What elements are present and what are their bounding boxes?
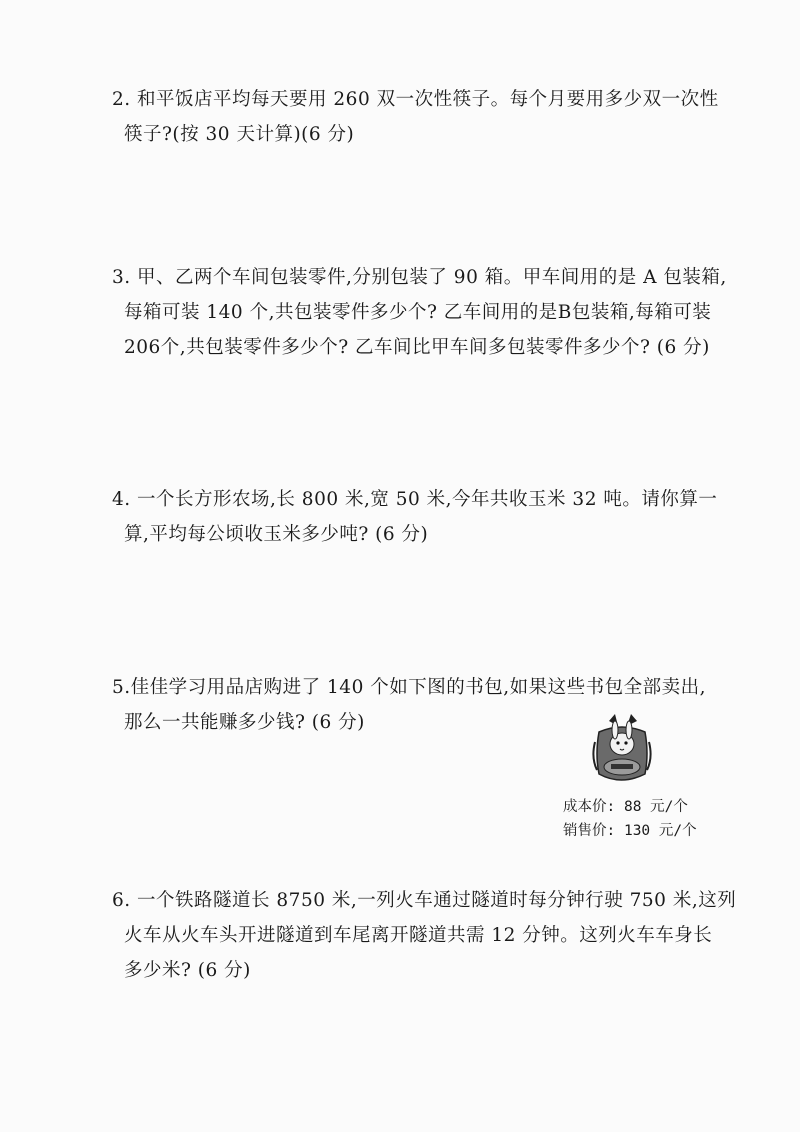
problem-4-line-2: 算,平均每公顷收玉米多少吨? (6 分) bbox=[124, 524, 429, 545]
problem-5-line-1: 5.佳佳学习用品店购进了 140 个如下图的书包,如果这些书包全部卖出, bbox=[112, 677, 706, 698]
cost-price: 成本价: 88 元/个 bbox=[563, 799, 688, 815]
price-info bbox=[563, 795, 697, 843]
problem-4-line-1: 4. 一个长方形农场,长 800 米,宽 50 米,今年共收玉米 32 吨。请你算一 bbox=[112, 489, 718, 510]
problem-6-line-2: 火车从火车头开进隧道到车尾离开隧道共需 12 分钟。这列火车车身长 bbox=[124, 925, 713, 946]
rabbit-schoolbag-icon bbox=[591, 712, 653, 788]
problem-4 bbox=[112, 482, 724, 552]
problem-3-line-2: 每箱可装 140 个,共包装零件多少个? 乙车间用的是B包装箱,每箱可装 bbox=[124, 302, 712, 323]
problem-3-line-3: 206个,共包装零件多少个? 乙车间比甲车间多包装零件多少个? (6 分) bbox=[124, 337, 710, 358]
problem-3-line-1: 3. 甲、乙两个车间包装零件,分别包装了 90 箱。甲车间用的是 A 包装箱, bbox=[112, 267, 727, 288]
problem-2 bbox=[112, 82, 724, 152]
problem-2-line-1: 2. 和平饭店平均每天要用 260 双一次性筷子。每个月要用多少双一次性 bbox=[112, 89, 719, 110]
problem-5-line-2: 那么一共能赚多少钱? (6 分) bbox=[124, 712, 365, 733]
sale-price: 销售价: 130 元/个 bbox=[563, 823, 697, 839]
problem-3 bbox=[112, 260, 727, 365]
problem-6-line-3: 多少米? (6 分) bbox=[124, 960, 251, 981]
problem-6 bbox=[112, 883, 737, 988]
problem-2-line-2: 筷子?(按 30 天计算)(6 分) bbox=[124, 124, 355, 145]
problem-6-line-1: 6. 一个铁路隧道长 8750 米,一列火车通过隧道时每分钟行驶 750 米,这列 bbox=[112, 890, 737, 911]
